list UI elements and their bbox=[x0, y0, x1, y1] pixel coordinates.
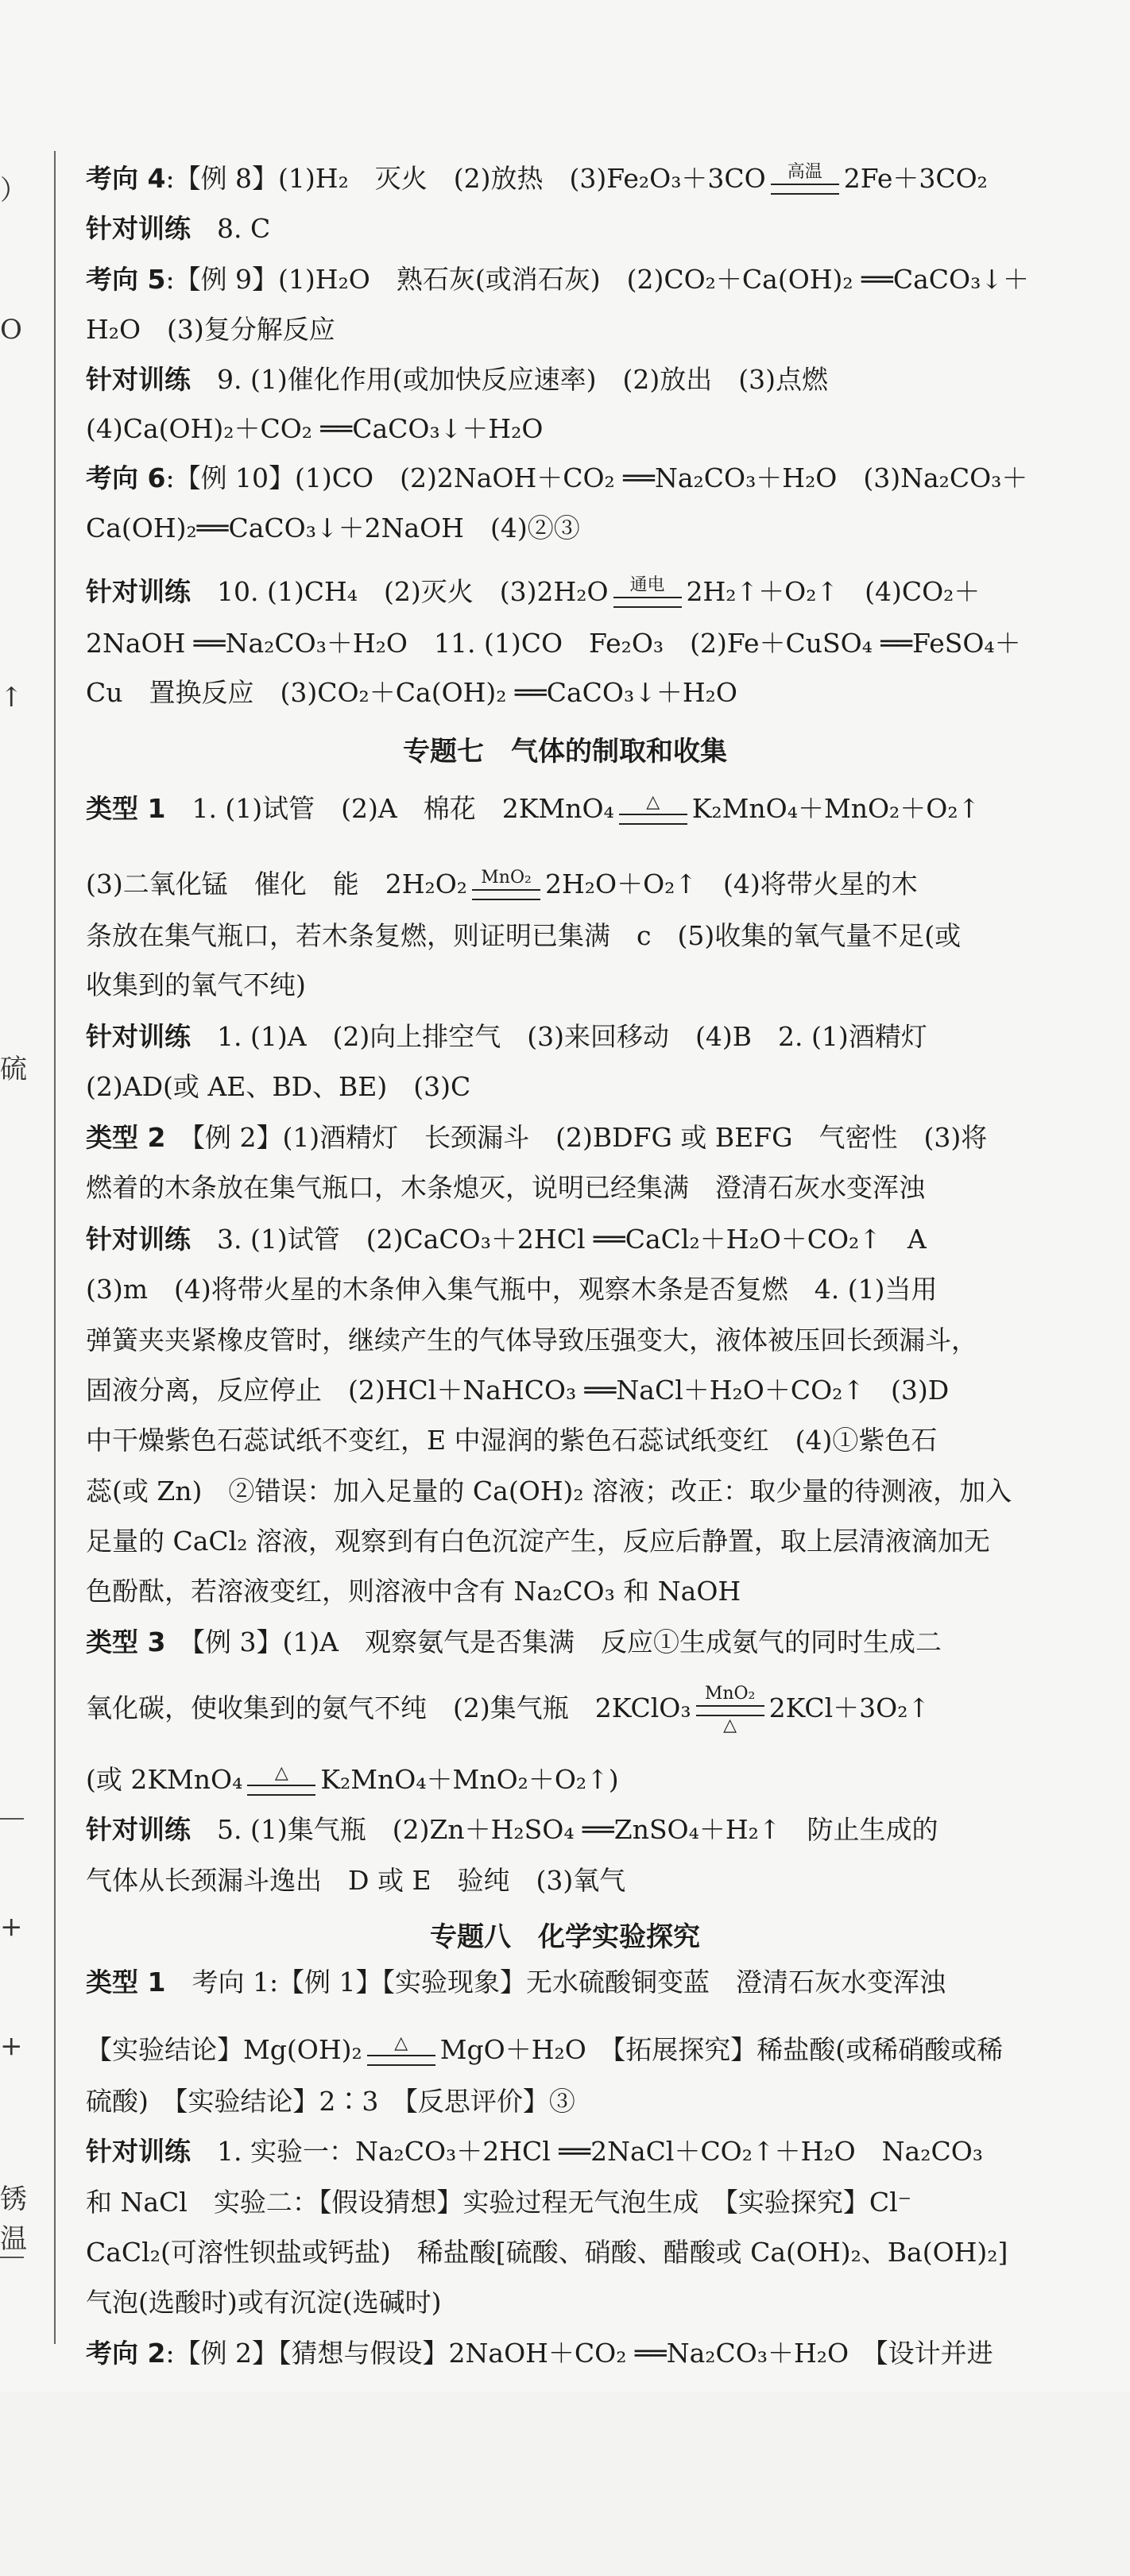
text-line: 弹簧夹夹紧橡皮管时，继续产生的气体导致压强变大，液体被压回长颈漏斗， bbox=[86, 1325, 977, 1356]
text-line: 针对训练 8. C bbox=[86, 213, 271, 244]
item-label: 类型 1 bbox=[86, 1967, 166, 1998]
text-line: 硫酸) 【实验结论】2∶3 【反思评价】③ bbox=[86, 2086, 575, 2117]
text-line: (3)m (4)将带火星的木条伸入集气瓶中，观察木条是否复燃 4. (1)当用 bbox=[86, 1274, 938, 1305]
section-heading: 专题七 气体的制取和收集 bbox=[403, 736, 727, 768]
text-line: 针对训练 1. (1)A (2)向上排空气 (3)来回移动 (4)B 2. (1)酒精灯 bbox=[86, 1021, 927, 1052]
margin-fragment: + bbox=[0, 1911, 23, 1943]
margin-fragment: O bbox=[0, 314, 22, 346]
text-line: 针对训练 1. 实验一：Na₂CO₃＋2HCl ══2NaCl＋CO₂↑＋H₂O Na₂CO₃ bbox=[86, 2136, 983, 2167]
text-line: 类型 3 【例 3】(1)A 观察氨气是否集满 反应①生成氨气的同时生成二 bbox=[86, 1626, 942, 1657]
text-line: 足量的 CaCl₂ 溶液，观察到有白色沉淀产生，反应后静置，取上层清液滴加无 bbox=[86, 1526, 990, 1557]
text-line: 固液分离，反应停止 (2)HCl＋NaHCO₃ ══NaCl＋H₂O＋CO₂↑ (3)D bbox=[86, 1375, 950, 1406]
margin-fragment: ） bbox=[0, 175, 27, 207]
item-label: 考向 2 bbox=[86, 2338, 166, 2369]
text-line: 条放在集气瓶口，若木条复燃，则证明已集满 c (5)收集的氧气量不足(或 bbox=[86, 920, 962, 951]
margin-fragment: ↑ bbox=[0, 682, 23, 714]
margin-fragment: 锈 bbox=[0, 2183, 27, 2215]
text-line: 氧化碳，使收集到的氨气不纯 (2)集气瓶 2KClO₃ MnO₂ △ 2KCl＋3O₂↑ bbox=[86, 1684, 931, 1735]
text-line: Ca(OH)₂══CaCO₃↓＋2NaOH (4)②③ bbox=[86, 512, 580, 543]
item-label: 类型 3 bbox=[86, 1626, 166, 1657]
margin-rule bbox=[0, 2257, 24, 2258]
text-line: (4)Ca(OH)₂＋CO₂ ══CaCO₃↓＋H₂O bbox=[86, 413, 544, 444]
item-label: 针对训练 bbox=[86, 576, 191, 607]
text-line: 【实验结论】Mg(OH)₂ △ MgO＋H₂O 【拓展探究】稀盐酸(或稀硝酸或稀 bbox=[86, 2033, 1004, 2065]
text-line: 2NaOH ══Na₂CO₃＋H₂O 11. (1)CO Fe₂O₃ (2)Fe＋CuSO₄ ══FeSO₄＋ bbox=[86, 628, 1021, 659]
text-line: 考向 2:【例 2】【猜想与假设】2NaOH＋CO₂ ══Na₂CO₃＋H₂O 【设计并进 bbox=[86, 2338, 993, 2369]
text-line: 类型 2 【例 2】(1)酒精灯 长颈漏斗 (2)BDFG 或 BEFG 气密性 (3)将 bbox=[86, 1122, 988, 1153]
text-line: 气泡(选酸时)或有沉淀(选碱时) bbox=[86, 2287, 442, 2318]
text-line: 色酚酞，若溶液变红，则溶液中含有 Na₂CO₃ 和 NaOH bbox=[86, 1576, 741, 1607]
text-line: 针对训练 3. (1)试管 (2)CaCO₃＋2HCl ══CaCl₂＋H₂O＋CO₂↑ A bbox=[86, 1224, 927, 1255]
item-label: 针对训练 bbox=[86, 213, 191, 244]
text-line: 气体从长颈漏斗逸出 D 或 E 验纯 (3)氧气 bbox=[86, 1865, 626, 1896]
item-label: 针对训练 bbox=[86, 364, 191, 395]
text-line: 考向 6:【例 10】(1)CO (2)2NaOH＋CO₂ ══Na₂CO₃＋H₂O (3)Na₂CO₃＋ bbox=[86, 462, 1028, 493]
text-line: 针对训练 9. (1)催化作用(或加快反应速率) (2)放出 (3)点燃 bbox=[86, 364, 828, 395]
item-label: 类型 2 bbox=[86, 1122, 166, 1153]
text-line: 和 NaCl 实验二：【假设猜想】实验过程无气泡生成 【实验探究】Cl⁻ bbox=[86, 2187, 912, 2218]
text-line: 考向 4:【例 8】(1)H₂ 灭火 (2)放热 (3)Fe₂O₃＋3CO 高温 2Fe＋3CO₂ bbox=[86, 162, 988, 194]
text-line: 收集到的氧气不纯) bbox=[86, 969, 306, 1000]
text-line: (3)二氧化锰 催化 能 2H₂O₂ MnO₂ 2H₂O＋O₂↑ (4)将带火星的木 bbox=[86, 868, 918, 899]
text-line: 考向 5:【例 9】(1)H₂O 熟石灰(或消石灰) (2)CO₂＋Ca(OH)₂ ══CaCO₃↓＋ bbox=[86, 264, 1029, 295]
text-line: 类型 1 1. (1)试管 (2)A 棉花 2KMnO₄ △ K₂MnO₄＋MnO₂＋O₂↑ bbox=[86, 792, 981, 824]
blank-page-area bbox=[0, 2392, 1130, 2576]
column-divider bbox=[54, 151, 56, 2344]
margin-fragment: 硫 bbox=[0, 1054, 27, 1085]
item-label: 考向 4 bbox=[86, 163, 166, 194]
text-line: (或 2KMnO₄ △ K₂MnO₄＋MnO₂＋O₂↑) bbox=[86, 1763, 619, 1795]
item-label: 类型 1 bbox=[86, 793, 166, 824]
text-line: 燃着的木条放在集气瓶口，木条熄灭，说明已经集满 澄清石灰水变浑浊 bbox=[86, 1172, 925, 1203]
text-line: 针对训练 5. (1)集气瓶 (2)Zn＋H₂SO₄ ══ZnSO₄＋H₂↑ 防止生成的 bbox=[86, 1814, 938, 1845]
section-heading: 专题八 化学实验探究 bbox=[430, 1921, 700, 1953]
text-line: 蕊(或 Zn) ②错误：加入足量的 Ca(OH)₂ 溶液；改正：取少量的待测液，加入 bbox=[86, 1476, 1012, 1507]
text-line: 针对训练 10. (1)CH₄ (2)灭火 (3)2H₂O 通电 2H₂↑＋O₂↑ (4)CO₂＋ bbox=[86, 575, 981, 607]
item-label: 考向 5 bbox=[86, 264, 166, 295]
text-line: 中干燥紫色石蕊试纸不变红，E 中湿润的紫色石蕊试纸变红 (4)①紫色石 bbox=[86, 1425, 938, 1456]
item-label: 针对训练 bbox=[86, 1814, 191, 1845]
item-label: 针对训练 bbox=[86, 1021, 191, 1052]
margin-fragment: 温 bbox=[0, 2223, 27, 2255]
item-label: 考向 6 bbox=[86, 462, 166, 493]
text-line: (2)AD(或 AE、BD、BE) (3)C bbox=[86, 1071, 471, 1102]
text-line: CaCl₂(可溶性钡盐或钙盐) 稀盐酸[硫酸、硝酸、醋酸或 Ca(OH)₂、Ba(OH)₂] bbox=[86, 2237, 1008, 2268]
margin-fragment: + bbox=[0, 2030, 23, 2062]
margin-rule bbox=[0, 1818, 24, 1820]
text-line: H₂O (3)复分解反应 bbox=[86, 314, 335, 345]
item-label: 针对训练 bbox=[86, 1224, 191, 1255]
item-label: 针对训练 bbox=[86, 2136, 191, 2167]
text-line: 类型 1 考向 1:【例 1】【实验现象】无水硫酸铜变蓝 澄清石灰水变浑浊 bbox=[86, 1967, 946, 1998]
text-line: Cu 置换反应 (3)CO₂＋Ca(OH)₂ ══CaCO₃↓＋H₂O bbox=[86, 677, 737, 708]
